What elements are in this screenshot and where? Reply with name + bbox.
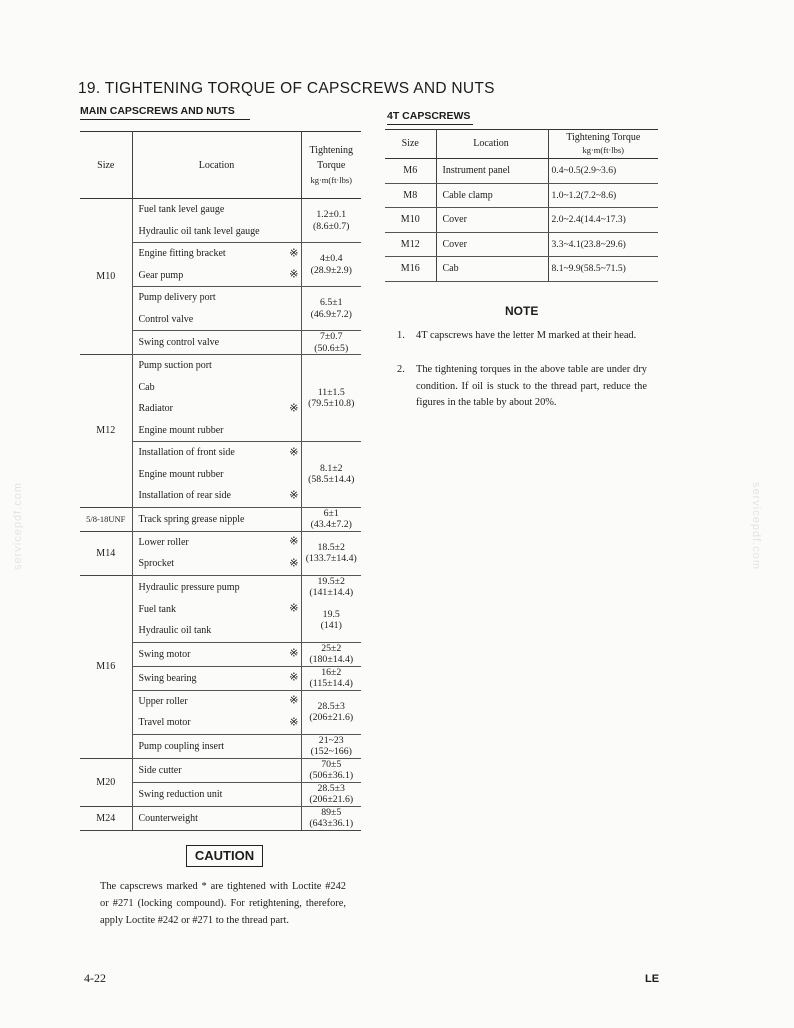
cell-location (132, 485, 301, 507)
location-text: Fuel tank (138, 603, 176, 615)
torque-value: 7±0.7 (319, 331, 343, 342)
caution-text: The capscrews marked * are tightened with Loctite #242 or #271 (locking compound). For retightening, therefore, apply Loctite #242 or #271 to the thread part. (100, 881, 346, 926)
torque-value: (46.9±7.2) (310, 308, 352, 320)
main-table-header (80, 132, 361, 199)
torque-value: (643±36.1) (309, 818, 354, 829)
cell-torque: 1.0~1.2(7.2~8.6) (548, 183, 658, 208)
header-torque-line2: Torque (317, 159, 346, 171)
location-text: Gear pump (138, 269, 184, 281)
location-text: Sprocket (138, 558, 175, 570)
cell-size: M8 (385, 183, 436, 208)
location-text: Installation of rear side (138, 490, 231, 502)
torque-value: 25±2 (321, 642, 342, 654)
cell-torque: 8.1~9.9(58.5~71.5) (548, 257, 658, 282)
table-row (385, 257, 658, 282)
cell-location (132, 806, 301, 830)
caution-label: CAUTION (186, 845, 263, 867)
asterisk-mark-icon: ※ (289, 694, 299, 707)
note-item-text: 4T capscrews have the letter M marked at their head. (416, 330, 637, 341)
cell-location: Cover (436, 232, 548, 257)
header-torque-line3: kg·m(ft·lbs) (310, 174, 353, 185)
cell-location (132, 199, 301, 221)
location-text: Radiator (138, 403, 173, 415)
torque-value: 19.5 (322, 608, 340, 620)
watermark-left: servicepdf.com (11, 482, 24, 570)
asterisk-mark-icon: ※ (289, 716, 299, 729)
cell-location (132, 331, 301, 355)
torque-value: 70±5 (321, 758, 342, 770)
cell-location: Cable clamp (436, 183, 548, 208)
page-number: 4-22 (84, 971, 106, 985)
location-text: Pump coupling insert (138, 740, 225, 752)
t4-header-location: Location (436, 130, 548, 159)
cell-location (132, 712, 301, 734)
cell-location (132, 265, 301, 287)
cell-location: Cab (436, 257, 548, 282)
cell-location (132, 287, 301, 309)
asterisk-mark-icon: ※ (289, 247, 299, 260)
location-text: Lower roller (138, 536, 189, 548)
location-text: Counterweight (138, 812, 198, 824)
table-row (80, 531, 361, 553)
header-torque (301, 132, 361, 199)
cell-location (132, 734, 301, 758)
cell-size: M10 (385, 208, 436, 233)
note-item (397, 328, 647, 345)
location-text: Track spring grease nipple (138, 513, 245, 525)
cell-location (132, 355, 301, 377)
cell-size: M12 (385, 232, 436, 257)
location-text: Swing control valve (138, 337, 220, 348)
torque-value: (141±14.4) (309, 587, 354, 598)
torque-value: (8.6±0.7) (313, 220, 350, 232)
cell-location (132, 507, 301, 531)
main-table-body (80, 199, 361, 831)
torque-value: 89±5 (321, 806, 342, 818)
cell-size: M24 (80, 806, 132, 830)
cell-location (132, 309, 301, 331)
page-title: 19. TIGHTENING TORQUE OF CAPSCREWS AND NUTS (78, 80, 495, 97)
torque-value: 18.5±2 (317, 541, 345, 553)
torque-value: 1.2±0.1 (316, 209, 347, 220)
table-row (80, 507, 361, 531)
asterisk-mark-icon: ※ (289, 647, 299, 660)
cell-torque: 2.0~2.4(14.4~17.3) (548, 208, 658, 233)
location-text: Pump delivery port (138, 292, 216, 304)
cell-location (132, 398, 301, 420)
t4-header-torque-line2: kg·m(ft·lbs) (582, 145, 625, 155)
cell-location (132, 758, 301, 782)
location-text: Swing motor (138, 648, 191, 660)
torque-value: (28.9±2.9) (310, 264, 352, 276)
asterisk-mark-icon: ※ (289, 671, 299, 684)
location-text: Hydraulic oil tank level gauge (138, 225, 260, 237)
cell-torque (301, 734, 361, 758)
cell-location (132, 599, 301, 621)
location-text: Installation of front side (138, 447, 235, 459)
table-row (80, 575, 361, 599)
asterisk-mark-icon: ※ (289, 268, 299, 281)
cell-location: Cover (436, 208, 548, 233)
cell-location (132, 531, 301, 553)
header-size: Size (80, 132, 132, 199)
asterisk-mark-icon: ※ (289, 489, 299, 502)
t4-table-header (385, 130, 658, 159)
cell-location (132, 666, 301, 690)
main-table-subtitle: MAIN CAPSCREWS AND NUTS (80, 105, 250, 120)
table-row (385, 208, 658, 233)
cell-torque (301, 243, 361, 287)
location-text: Hydraulic oil tank (138, 625, 212, 637)
asterisk-mark-icon: ※ (289, 402, 299, 415)
cell-location (132, 464, 301, 486)
cell-torque (301, 199, 361, 243)
cell-location (132, 243, 301, 265)
cell-location (132, 420, 301, 442)
cell-location (132, 377, 301, 399)
cell-torque (301, 531, 361, 575)
cell-torque (301, 782, 361, 806)
cell-torque (301, 758, 361, 782)
cell-torque (301, 666, 361, 690)
location-text: Pump suction port (138, 360, 212, 372)
location-text: Upper roller (138, 695, 188, 707)
cell-location (132, 782, 301, 806)
location-text: Fuel tank level gauge (138, 204, 225, 216)
cell-size: M16 (385, 257, 436, 282)
cell-torque (301, 507, 361, 531)
asterisk-mark-icon: ※ (289, 446, 299, 459)
cell-torque (301, 442, 361, 508)
cell-torque: 3.3~4.1(23.8~29.6) (548, 232, 658, 257)
cell-torque (301, 420, 361, 442)
table-row (80, 758, 361, 782)
location-text: Engine mount rubber (138, 424, 224, 436)
table-row (80, 199, 361, 221)
note-heading: NOTE (505, 304, 539, 318)
cell-torque (301, 331, 361, 355)
cell-torque (301, 642, 361, 666)
table-row (385, 183, 658, 208)
torque-value: (180±14.4) (309, 654, 354, 665)
cell-torque: 0.4~0.5(2.9~3.6) (548, 159, 658, 184)
torque-value: (206±21.6) (309, 712, 354, 723)
footer-code: LE (645, 973, 660, 985)
torque-value: (58.5±14.4) (308, 474, 355, 486)
torque-value: (506±36.1) (309, 770, 354, 781)
t4-table-body (385, 159, 658, 282)
location-text: Swing reduction unit (138, 788, 223, 800)
location-text: Travel motor (138, 717, 191, 729)
cell-size: 5/8-18UNF (80, 507, 132, 531)
cell-torque (301, 690, 361, 734)
torque-value: 21~23 (318, 734, 344, 746)
torque-value: (79.5±10.8) (308, 398, 355, 409)
table-row (385, 232, 658, 257)
torque-value: 11±1.5 (317, 386, 345, 398)
location-text: Hydraulic pressure pump (138, 581, 240, 593)
asterisk-mark-icon: ※ (289, 602, 299, 615)
torque-value: (141) (320, 620, 342, 631)
torque-value: 28.5±3 (317, 700, 345, 712)
cell-location (132, 553, 301, 575)
t4-torque-table (385, 129, 658, 282)
watermark-right: servicepdf.com (749, 482, 762, 570)
location-text: Control valve (138, 313, 194, 325)
torque-value: (133.7±14.4) (305, 553, 357, 564)
header-torque-line1: Tightening (309, 144, 354, 156)
header-location: Location (132, 132, 301, 199)
cell-torque (301, 377, 361, 420)
cell-location (132, 442, 301, 464)
cell-torque (301, 355, 361, 377)
cell-torque (301, 287, 361, 331)
note-item-number: 2. (397, 364, 405, 375)
torque-value: 8.1±2 (319, 462, 343, 474)
torque-value: 6±1 (323, 507, 339, 519)
cell-location (132, 642, 301, 666)
t4-header-torque (548, 130, 658, 159)
table-row (80, 355, 361, 377)
cell-size: M14 (80, 531, 132, 575)
t4-header-size: Size (385, 130, 436, 159)
cell-torque (301, 806, 361, 830)
cell-location (132, 620, 301, 642)
cell-torque (301, 599, 361, 643)
table-row (385, 159, 658, 184)
note-item-number: 1. (397, 330, 405, 341)
torque-value: (43.4±7.2) (310, 519, 352, 530)
asterisk-mark-icon: ※ (289, 557, 299, 570)
note-item-text: The tightening torques in the above table are under dry condition. If oil is stuck to the thread part, reduce the figures in the table by about 20%. (416, 364, 647, 408)
cell-location (132, 221, 301, 243)
cell-size: M10 (80, 199, 132, 355)
cell-location: Instrument panel (436, 159, 548, 184)
main-torque-table (80, 131, 361, 831)
cell-size: M16 (80, 575, 132, 758)
torque-value: 6.5±1 (319, 297, 343, 308)
cell-torque (301, 575, 361, 599)
location-text: Engine mount rubber (138, 468, 224, 480)
torque-value: (50.6±5) (314, 342, 349, 354)
torque-value: 28.5±3 (317, 782, 345, 794)
torque-value: 4±0.4 (319, 253, 343, 264)
torque-value: 19.5±2 (317, 575, 345, 587)
torque-value: (206±21.6) (309, 794, 354, 805)
cell-location (132, 575, 301, 599)
cell-location (132, 690, 301, 712)
cell-size: M12 (80, 355, 132, 508)
t4-table-subtitle: 4T CAPSCREWS (387, 110, 473, 125)
note-item (397, 362, 647, 412)
location-text: Side cutter (138, 764, 182, 776)
torque-value: (152~166) (310, 746, 352, 757)
cell-size: M20 (80, 758, 132, 806)
torque-value: (115±14.4) (309, 678, 353, 689)
cell-size: M6 (385, 159, 436, 184)
t4-header-torque-line1: Tightening Torque (566, 132, 641, 143)
torque-value: 16±2 (321, 666, 342, 678)
location-text: Swing bearing (138, 672, 197, 684)
table-row (80, 806, 361, 830)
asterisk-mark-icon: ※ (289, 535, 299, 548)
location-text: Cab (138, 381, 155, 393)
location-text: Engine fitting bracket (138, 248, 226, 260)
